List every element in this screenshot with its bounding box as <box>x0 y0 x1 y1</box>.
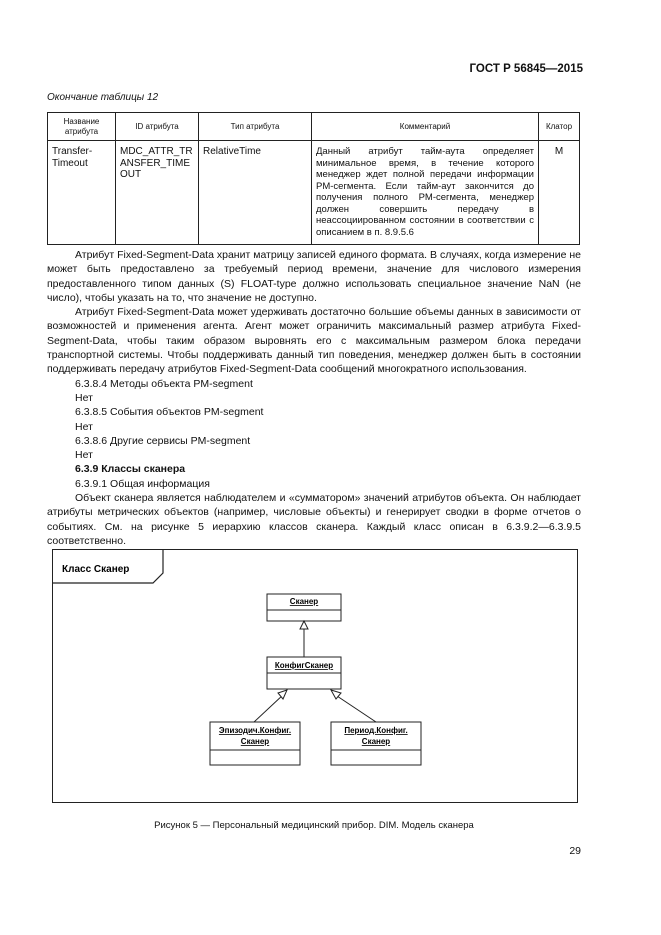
paragraph-fixed-segment-size: Атрибут Fixed-Segment-Data может удерживать достаточно большие объемы данных в зависимости от возможностей и применения агента. Агент может ограничить максимальный размер атрибута Fixed-Segment-Data, чтобы таким образом выровнять его с максимальным размером блока передачи транспортной системы. Чтобы поддерживать данный тип поведения, менеджер должен быть в состоянии поддерживать передачу атрибутов Fixed-Segment-Data сообщений многократного использования. <box>47 306 581 376</box>
class-periodic-name-line1: Период.Конфиг. <box>344 726 408 735</box>
section-6-3-8-5: 6.3.8.5 События объектов PM-segment <box>75 406 264 419</box>
standard-header: ГОСТ Р 56845—2015 <box>469 63 583 75</box>
col-header-comment: Комментарий <box>312 113 539 141</box>
inheritance-arrow-icon <box>278 690 287 699</box>
inheritance-arrow-icon <box>300 621 308 629</box>
frame-label: Класс Сканер <box>62 564 130 575</box>
class-cfg-scanner-name: КонфигСканер <box>274 661 334 670</box>
body-text <box>47 248 581 548</box>
section-6-3-8-4: 6.3.8.4 Методы объекта PM-segment <box>75 377 253 390</box>
col-header-type: Тип атрибута <box>199 113 312 141</box>
section-6-3-9-1-heading: 6.3.9.1 Общая информация <box>75 477 210 490</box>
class-periodic-name-line2: Сканер <box>361 737 391 746</box>
table-row <box>48 141 580 245</box>
section-6-3-8-6: 6.3.8.6 Другие сервисы PM-segment <box>75 434 251 447</box>
paragraph-fixed-segment: Атрибут Fixed-Segment-Data хранит матрицу записей единого формата. В случаях, когда измерение не может быть предоставлено за требуемый период времени, значение для числового измерения предоставленного типом данных (S) FLOAT-type должно использовать специальное значение NaN (не число), чтобы указать на то, что значение не доступно. <box>47 249 581 304</box>
class-periodic-cfg-scanner <box>331 722 421 765</box>
col-header-name: Название атрибута <box>48 113 116 141</box>
class-cfg-scanner <box>267 657 341 689</box>
figure-caption: Рисунок 5 — Персональный медицинский прибор. DIM. Модель сканера <box>154 820 474 831</box>
section-6-3-8-5-value: Нет <box>75 420 93 433</box>
section-6-3-8-4-value: Нет <box>75 391 93 404</box>
table-header-row <box>48 113 580 141</box>
cell-qualifier: M <box>539 141 580 245</box>
scanner-class-diagram <box>52 549 578 803</box>
inheritance-line <box>334 694 376 722</box>
col-header-qualifier: Клатор <box>539 113 580 141</box>
cell-name: Transfer-Timeout <box>48 141 116 245</box>
cell-id: MDC_ATTR_TRANSFER_TIMEOUT <box>116 141 199 245</box>
class-episodic-name-line1: Эпизодич.Конфиг. <box>218 726 292 735</box>
cell-comment: Данный атрибут тайм-аута определяет минимальное время, в течение которого менеджер ждет полной передачи информации PM-сегмента. Если тайм-аут закончится до получения полного PM-сегмента, менеджер должен совершить передачу в неассоциированном состоянии в соответствии с описанием в п. 8.9.5.6 <box>312 141 539 245</box>
col-header-id: ID атрибута <box>116 113 199 141</box>
section-6-3-8-6-value: Нет <box>75 449 93 462</box>
paragraph-scanner-overview: Объект сканера является наблюдателем и «сумматором» значений атрибутов объекта. Он наблюдает атрибуты метрических объектов (например, числовые объекты) и генерирует сводки в форме отчетов о событиях. См. на рисунке 5 иерархию классов сканера. Каждый класс описан в 6.3.9.2—6.3.9.5 соответственно. <box>47 492 581 547</box>
class-episodic-cfg-scanner <box>210 722 300 765</box>
class-scanner-name: Сканер <box>289 597 319 606</box>
cell-type: RelativeTime <box>199 141 312 245</box>
attribute-table <box>47 112 580 245</box>
uml-frame <box>53 550 577 802</box>
section-6-3-9-heading: 6.3.9 Классы сканера <box>75 463 186 476</box>
page-number: 29 <box>569 845 581 857</box>
class-scanner <box>267 594 341 621</box>
class-episodic-name-line2: Сканер <box>240 737 270 746</box>
inheritance-line <box>254 694 284 722</box>
table-caption: Окончание таблицы 12 <box>47 92 159 103</box>
